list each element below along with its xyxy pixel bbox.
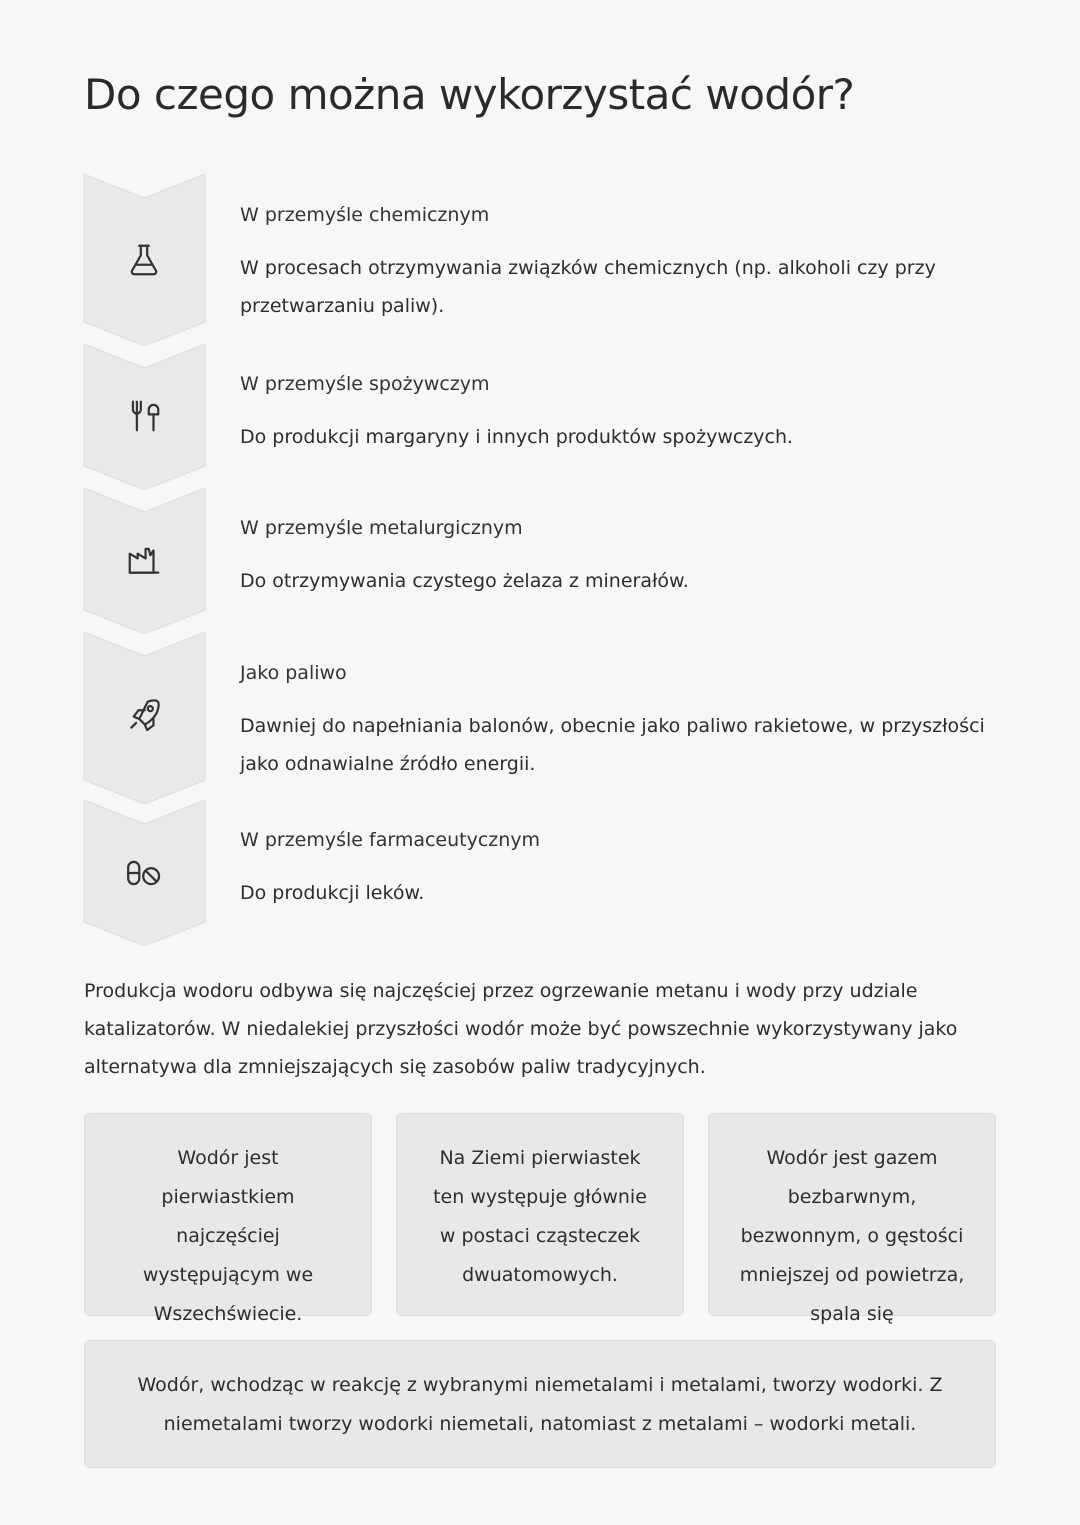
use-description: Do produkcji margaryny i innych produktów spożywczych. (240, 426, 794, 448)
flask-icon (125, 241, 163, 279)
chevron-marker (84, 488, 205, 634)
use-item-chemical (84, 174, 996, 346)
use-title: W przemyśle farmaceutycznym (240, 829, 541, 851)
use-title: W przemyśle chemicznym (240, 204, 490, 226)
chevron-marker (84, 174, 205, 346)
factory-icon (125, 541, 163, 579)
use-item-food (84, 344, 996, 490)
pills-icon (125, 854, 163, 892)
use-description: Dawniej do napełniania balonów, obecnie jako paliwo rakietowe, w przyszłości jako odnawialne źródło energii. (240, 715, 985, 775)
use-title: Jako paliwo (240, 662, 347, 684)
fact-card (708, 1113, 996, 1325)
use-title: W przemyśle metalurgicznym (240, 517, 523, 539)
use-item-fuel (84, 632, 996, 804)
page-title: Do czego można wykorzystać wodór? (84, 70, 855, 119)
fact-card (84, 1113, 372, 1325)
fork-spoon-icon (125, 397, 163, 435)
hydride-card (84, 1340, 996, 1468)
use-description: Do otrzymywania czystego żelaza z minerałów. (240, 570, 689, 592)
fact-card-text: Na Ziemi pierwiastek ten występuje głównie w postaci cząsteczek dwuatomowych. (433, 1147, 647, 1286)
chevron-marker (84, 800, 205, 946)
use-description: Do produkcji leków. (240, 882, 425, 904)
fact-card-text: Wodór jest gazem bezbarwnym, bezwonnym, o gęstości mniejszej od powietrza, spala się (739, 1147, 965, 1325)
use-title: W przemyśle spożywczym (240, 373, 490, 395)
rocket-icon (125, 696, 163, 734)
use-item-metallurgy (84, 488, 996, 634)
fact-card-text: Wodór jest pierwiastkiem najczęściej występującym we Wszechświecie. (142, 1147, 314, 1325)
use-item-pharma (84, 800, 996, 946)
fact-card (396, 1113, 684, 1316)
use-description: W procesach otrzymywania związków chemicznych (np. alkoholi czy przy przetwarzaniu paliw). (240, 257, 936, 317)
chevron-marker (84, 632, 205, 804)
hydride-card-text: Wodór, wchodząc w reakcję z wybranymi niemetalami i metalami, tworzy wodorki. Z niemetalami tworzy wodorki niemetali, natomiast z metalami – wodorki metali. (137, 1374, 943, 1435)
production-paragraph: Produkcja wodoru odbywa się najczęściej przez ogrzewanie metanu i wody przy udziale katalizatorów. W niedalekiej przyszłości wodór może być powszechnie wykorzystywany jako alternatywa dla zmniejszających się zasobów paliw tradycyjnych. (84, 980, 958, 1078)
chevron-marker (84, 344, 205, 490)
